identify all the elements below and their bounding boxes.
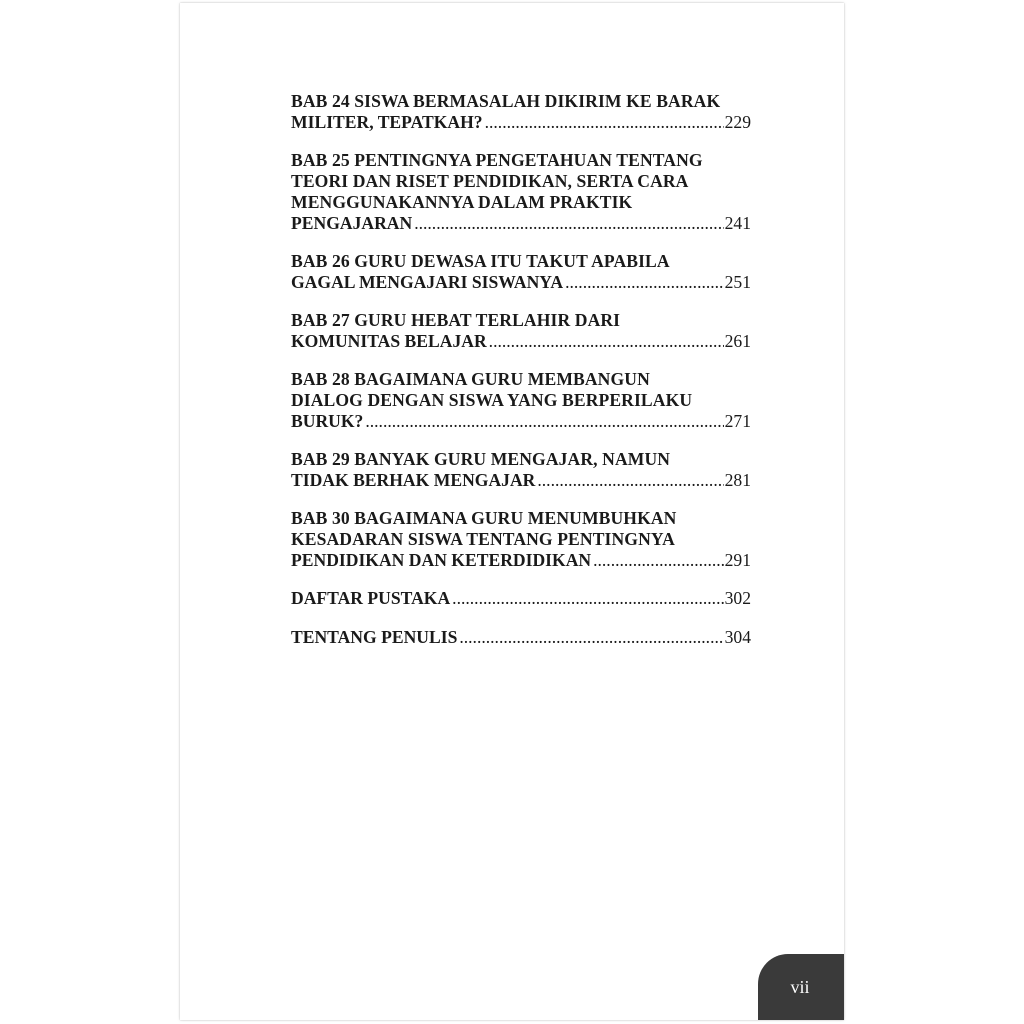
toc-page-number: 281 <box>724 470 751 490</box>
toc-entry-title-line: BAB 27 GURU HEBAT TERLAHIR DARI <box>291 310 621 330</box>
toc-entry[interactable] <box>291 150 751 234</box>
toc-entry-last-line <box>291 331 751 352</box>
toc-entry-last-line <box>291 411 751 432</box>
toc-page-number: 261 <box>724 331 751 351</box>
toc-entry-last-line <box>291 627 751 648</box>
page-number-tab <box>758 954 844 1020</box>
dot-leader <box>365 411 723 432</box>
toc-page-number: 271 <box>724 411 751 431</box>
toc-entry-title-line: TEORI DAN RISET PENDIDIKAN, SERTA CARA <box>291 171 689 191</box>
toc-entry-title-line: BAB 28 BAGAIMANA GURU MEMBANGUN <box>291 369 650 389</box>
toc-page-number: 304 <box>724 627 751 647</box>
toc-entry[interactable] <box>291 310 751 352</box>
toc-entry-last-line <box>291 213 751 234</box>
dot-leader <box>565 272 724 293</box>
toc-entry-last-line <box>291 550 751 571</box>
dot-leader <box>485 112 724 133</box>
toc-entry-title-line: KESADARAN SISWA TENTANG PENTINGNYA <box>291 529 675 549</box>
toc-entry-title-line: PENDIDIKAN DAN KETERDIDIKAN <box>291 550 592 570</box>
toc-entry-title-line: DAFTAR PUSTAKA <box>291 588 451 608</box>
dot-leader <box>452 588 723 609</box>
toc-page-number: 302 <box>724 588 751 608</box>
toc-entry-title-line: BAB 25 PENTINGNYA PENGETAHUAN TENTANG <box>291 150 703 170</box>
dot-leader <box>593 550 724 571</box>
toc-entry-title-line: DIALOG DENGAN SISWA YANG BERPERILAKU <box>291 390 693 410</box>
toc-entry[interactable] <box>291 627 751 648</box>
toc-entry-title-line: TIDAK BERHAK MENGAJAR <box>291 470 536 490</box>
toc-entry-title-line: BURUK? <box>291 411 364 431</box>
toc-entry-title-line: BAB 26 GURU DEWASA ITU TAKUT APABILA <box>291 251 670 271</box>
toc-entry[interactable] <box>291 508 751 571</box>
toc-entry-last-line <box>291 112 751 133</box>
toc-entry-title-line: KOMUNITAS BELAJAR <box>291 331 487 351</box>
toc-entry-title-line: MILITER, TEPATKAH? <box>291 112 483 132</box>
toc-entry[interactable] <box>291 369 751 432</box>
toc-entry-title-line: PENGAJARAN <box>291 213 413 233</box>
toc-page-number: 251 <box>724 272 751 292</box>
toc-entry-last-line <box>291 272 751 293</box>
table-of-contents <box>291 91 751 666</box>
page-number-label: vii <box>790 976 810 997</box>
toc-entry[interactable] <box>291 251 751 293</box>
toc-page-number: 291 <box>724 550 751 570</box>
toc-entry-title-line: TENTANG PENULIS <box>291 627 458 647</box>
toc-entry[interactable] <box>291 91 751 133</box>
toc-entry-title-line: BAB 29 BANYAK GURU MENGAJAR, NAMUN <box>291 449 671 469</box>
dot-leader <box>489 331 724 352</box>
toc-entry-last-line <box>291 588 751 609</box>
dot-leader <box>459 627 723 648</box>
toc-entry-title-line: GAGAL MENGAJARI SISWANYA <box>291 272 564 292</box>
dot-leader <box>414 213 723 234</box>
toc-page-number: 229 <box>724 112 751 132</box>
toc-page-number: 241 <box>724 213 751 233</box>
toc-entry[interactable] <box>291 588 751 609</box>
toc-entry-title-line: BAB 30 BAGAIMANA GURU MENUMBUHKAN <box>291 508 677 528</box>
book-page <box>180 3 844 1020</box>
toc-entry[interactable] <box>291 449 751 491</box>
toc-entry-last-line <box>291 470 751 491</box>
toc-entry-title-line: MENGGUNAKANNYA DALAM PRAKTIK <box>291 192 633 212</box>
dot-leader <box>537 470 723 491</box>
toc-entry-title-line: BAB 24 SISWA BERMASALAH DIKIRIM KE BARAK <box>291 91 721 111</box>
